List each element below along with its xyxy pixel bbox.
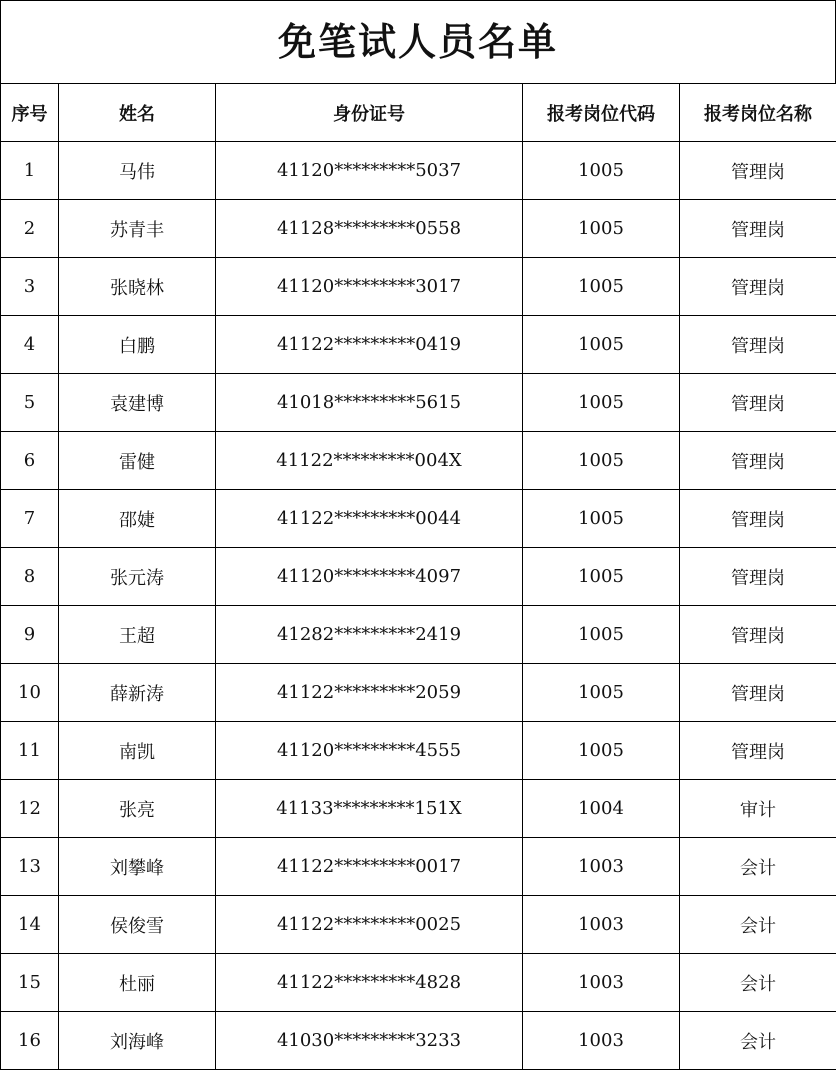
cell-position-code: 1005 <box>523 664 680 722</box>
cell-index: 9 <box>1 606 59 664</box>
cell-index: 6 <box>1 432 59 490</box>
cell-index: 4 <box>1 316 59 374</box>
table-row <box>1 954 836 1012</box>
cell-position-name: 管理岗 <box>680 664 836 722</box>
table-row <box>1 838 836 896</box>
cell-index: 15 <box>1 954 59 1012</box>
cell-position-name: 管理岗 <box>680 490 836 548</box>
page-title: 免笔试人员名单 <box>1 1 836 83</box>
cell-id-number: 41018*********5615 <box>216 374 523 432</box>
cell-position-code: 1005 <box>523 490 680 548</box>
cell-id-number: 41120*********5037 <box>216 142 523 200</box>
cell-position-name: 管理岗 <box>680 200 836 258</box>
cell-position-code: 1003 <box>523 838 680 896</box>
cell-index: 1 <box>1 142 59 200</box>
table-row <box>1 664 836 722</box>
cell-position-name: 会计 <box>680 838 836 896</box>
cell-index: 2 <box>1 200 59 258</box>
cell-position-code: 1005 <box>523 606 680 664</box>
cell-name: 张晓林 <box>59 258 216 316</box>
table-row <box>1 142 836 200</box>
cell-name: 薛新涛 <box>59 664 216 722</box>
cell-index: 7 <box>1 490 59 548</box>
cell-index: 14 <box>1 896 59 954</box>
table-row <box>1 548 836 606</box>
cell-position-code: 1005 <box>523 722 680 780</box>
cell-id-number: 41122*********2059 <box>216 664 523 722</box>
cell-name: 王超 <box>59 606 216 664</box>
cell-name: 侯俊雪 <box>59 896 216 954</box>
cell-position-code: 1003 <box>523 1012 680 1070</box>
cell-position-name: 管理岗 <box>680 606 836 664</box>
cell-position-code: 1005 <box>523 200 680 258</box>
cell-id-number: 41030*********3233 <box>216 1012 523 1070</box>
cell-id-number: 41120*********4097 <box>216 548 523 606</box>
cell-id-number: 41120*********3017 <box>216 258 523 316</box>
cell-index: 3 <box>1 258 59 316</box>
cell-name: 刘海峰 <box>59 1012 216 1070</box>
header-index: 序号 <box>1 84 59 142</box>
cell-position-name: 管理岗 <box>680 258 836 316</box>
cell-id-number: 41122*********004X <box>216 432 523 490</box>
cell-position-code: 1005 <box>523 316 680 374</box>
cell-name: 雷健 <box>59 432 216 490</box>
table-row <box>1 722 836 780</box>
header-id-number: 身份证号 <box>216 84 523 142</box>
cell-id-number: 41128*********0558 <box>216 200 523 258</box>
table-row <box>1 780 836 838</box>
cell-position-name: 管理岗 <box>680 722 836 780</box>
header-position-name: 报考岗位名称 <box>680 84 836 142</box>
cell-index: 12 <box>1 780 59 838</box>
cell-name: 苏青丰 <box>59 200 216 258</box>
cell-position-code: 1005 <box>523 432 680 490</box>
cell-id-number: 41122*********0025 <box>216 896 523 954</box>
cell-name: 马伟 <box>59 142 216 200</box>
cell-index: 8 <box>1 548 59 606</box>
cell-id-number: 41122*********0017 <box>216 838 523 896</box>
header-name: 姓名 <box>59 84 216 142</box>
cell-position-code: 1005 <box>523 142 680 200</box>
cell-position-name: 审计 <box>680 780 836 838</box>
table-row <box>1 316 836 374</box>
table-row <box>1 896 836 954</box>
cell-position-name: 管理岗 <box>680 374 836 432</box>
cell-index: 10 <box>1 664 59 722</box>
cell-name: 张元涛 <box>59 548 216 606</box>
cell-position-name: 会计 <box>680 1012 836 1070</box>
cell-name: 白鹏 <box>59 316 216 374</box>
cell-position-code: 1003 <box>523 954 680 1012</box>
cell-position-name: 管理岗 <box>680 316 836 374</box>
cell-position-name: 会计 <box>680 954 836 1012</box>
cell-position-name: 管理岗 <box>680 432 836 490</box>
cell-position-name: 管理岗 <box>680 142 836 200</box>
cell-id-number: 41120*********4555 <box>216 722 523 780</box>
table-row <box>1 374 836 432</box>
table-row <box>1 258 836 316</box>
header-position-code: 报考岗位代码 <box>523 84 680 142</box>
table-body <box>1 142 836 1070</box>
cell-name: 杜丽 <box>59 954 216 1012</box>
cell-index: 11 <box>1 722 59 780</box>
cell-position-code: 1005 <box>523 374 680 432</box>
cell-name: 南凯 <box>59 722 216 780</box>
cell-index: 13 <box>1 838 59 896</box>
cell-index: 16 <box>1 1012 59 1070</box>
cell-name: 张亮 <box>59 780 216 838</box>
cell-id-number: 41122*********0044 <box>216 490 523 548</box>
roster-table <box>0 83 836 1070</box>
cell-index: 5 <box>1 374 59 432</box>
cell-position-code: 1005 <box>523 258 680 316</box>
table-header-row <box>1 84 836 142</box>
cell-position-name: 会计 <box>680 896 836 954</box>
cell-position-name: 管理岗 <box>680 548 836 606</box>
cell-name: 刘攀峰 <box>59 838 216 896</box>
cell-id-number: 41133*********151X <box>216 780 523 838</box>
cell-id-number: 41282*********2419 <box>216 606 523 664</box>
cell-position-code: 1004 <box>523 780 680 838</box>
table-row <box>1 432 836 490</box>
cell-name: 邵婕 <box>59 490 216 548</box>
cell-name: 袁建博 <box>59 374 216 432</box>
cell-id-number: 41122*********0419 <box>216 316 523 374</box>
cell-position-code: 1003 <box>523 896 680 954</box>
cell-position-code: 1005 <box>523 548 680 606</box>
table-row <box>1 490 836 548</box>
table-row <box>1 1012 836 1070</box>
table-row <box>1 606 836 664</box>
table-row <box>1 200 836 258</box>
cell-id-number: 41122*********4828 <box>216 954 523 1012</box>
